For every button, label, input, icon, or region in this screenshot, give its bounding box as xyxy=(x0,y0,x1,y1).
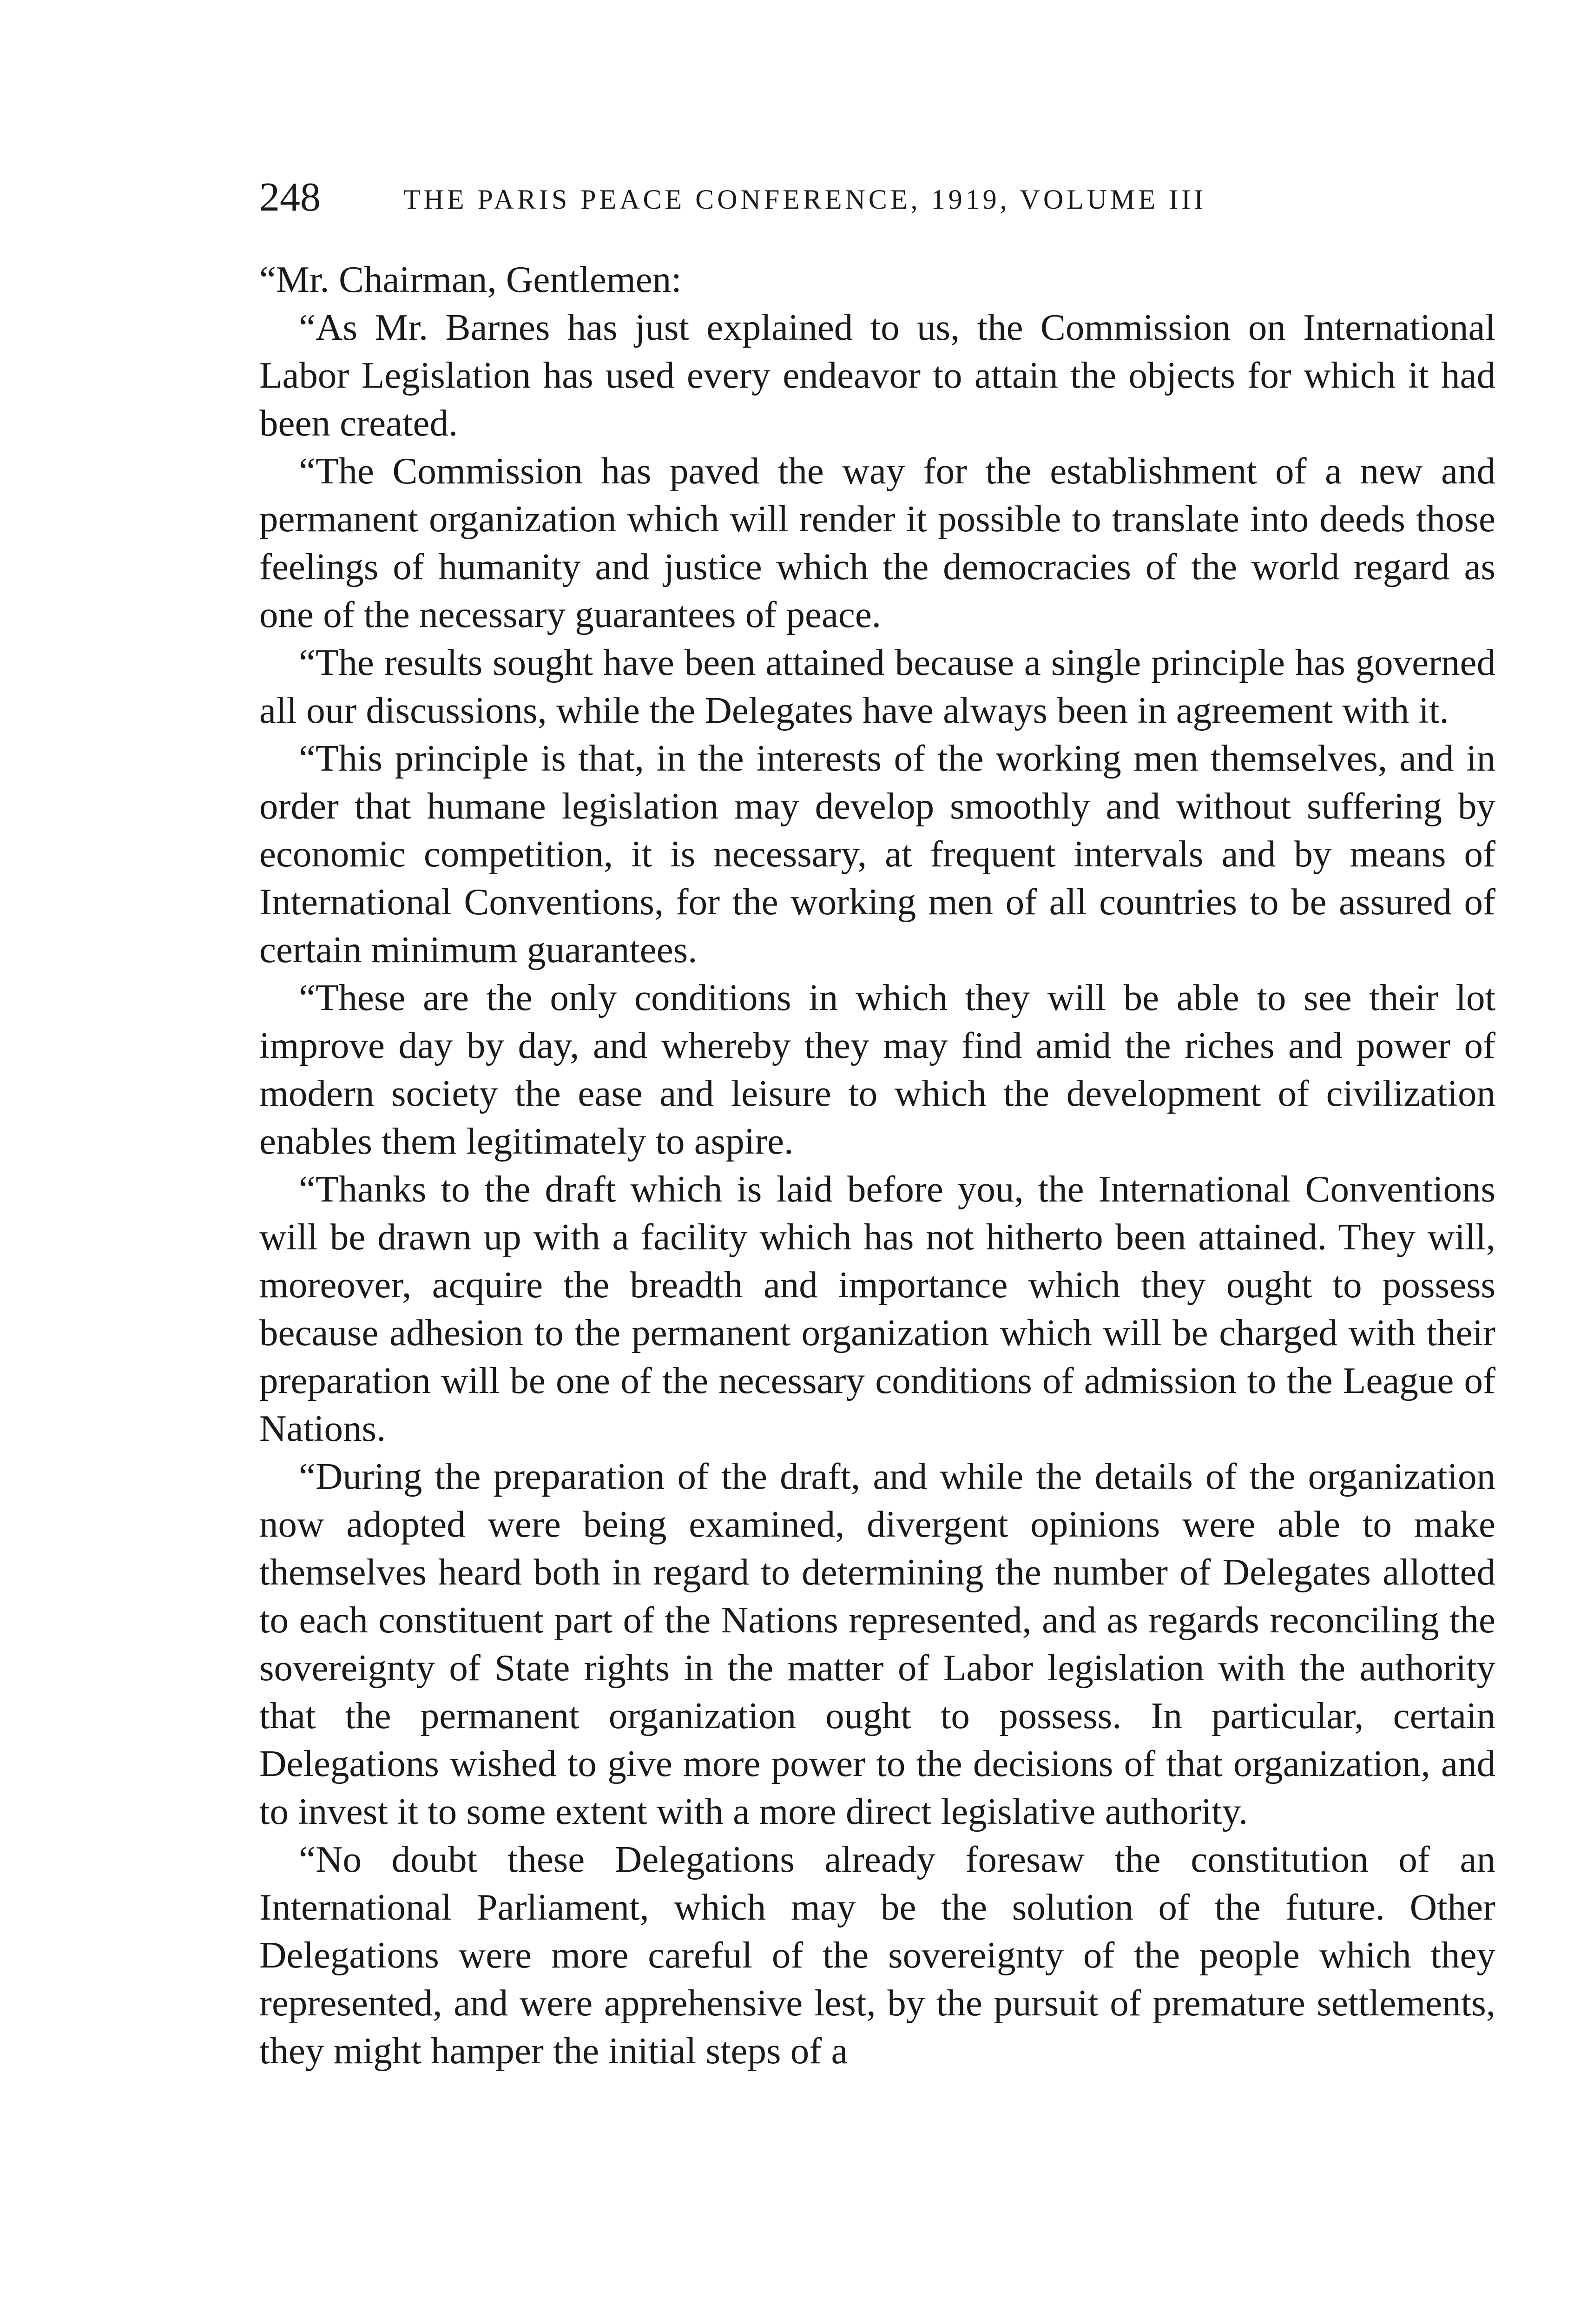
page-number: 248 xyxy=(259,175,321,220)
paragraph: “No doubt these Delegations already foresaw the constitution of an International Parliament, which may be the solution of the future. Other Delegations were more careful of the sovereignty of the people which they represented, and were apprehensive lest, by the pursuit of premature settlements, they might hamper the initial steps of a xyxy=(259,1838,1495,2072)
document-page xyxy=(259,172,1495,2075)
paragraph: “These are the only conditions in which they will be able to see their lot improve day by day, and whereby they may find amid the riches and power of modern society the ease and leisure to which the development of civilization enables them legitimately to aspire. xyxy=(259,977,1495,1162)
paragraph: “The results sought have been attained because a single principle has governed all our discussions, while the Delegates have always been in agreement with it. xyxy=(259,641,1495,731)
running-title: THE PARIS PEACE CONFERENCE, 1919, VOLUME III xyxy=(403,184,1207,215)
paragraph: “Thanks to the draft which is laid before you, the International Conventions will be drawn up with a facility which has not hitherto been attained. They will, moreover, acquire the breadth and importance which they ought to possess because adhesion to the permanent organization which will be charged with their preparation will be one of the necessary conditions of admission to the League of Nations. xyxy=(259,1168,1495,1449)
paragraph: “The Commission has paved the way for the establishment of a new and permanent organization which will render it possible to translate into deeds those feelings of humanity and justice which the democracies of the world regard as one of the necessary guarantees of peace. xyxy=(259,450,1495,635)
salutation: “Mr. Chairman, Gentlemen: xyxy=(259,258,682,300)
paragraph: “During the preparation of the draft, and while the details of the organization now adopted were being examined, divergent opinions were able to make themselves heard both in regard to determining the number of Delegates allotted to each constituent part of the Nations represented, and as regards reconciling the sovereignty of State rights in the matter of Labor legislation with the authority that the permanent organization ought to possess. In particular, certain Delegations wished to give more power to the decisions of that organization, and to invest it to some extent with a more direct legislative authority. xyxy=(259,1455,1495,1832)
running-head xyxy=(259,172,1495,237)
paragraph: “As Mr. Barnes has just explained to us, the Commission on International Labor Legislation has used every endeavor to attain the objects for which it had been created. xyxy=(259,306,1495,444)
paragraph: “This principle is that, in the interests of the working men themselves, and in order that humane legislation may develop smoothly and without suffering by economic competition, it is necessary, at frequent intervals and by means of International Conventions, for the working men of all countries to be assured of certain minimum guarantees. xyxy=(259,737,1495,971)
